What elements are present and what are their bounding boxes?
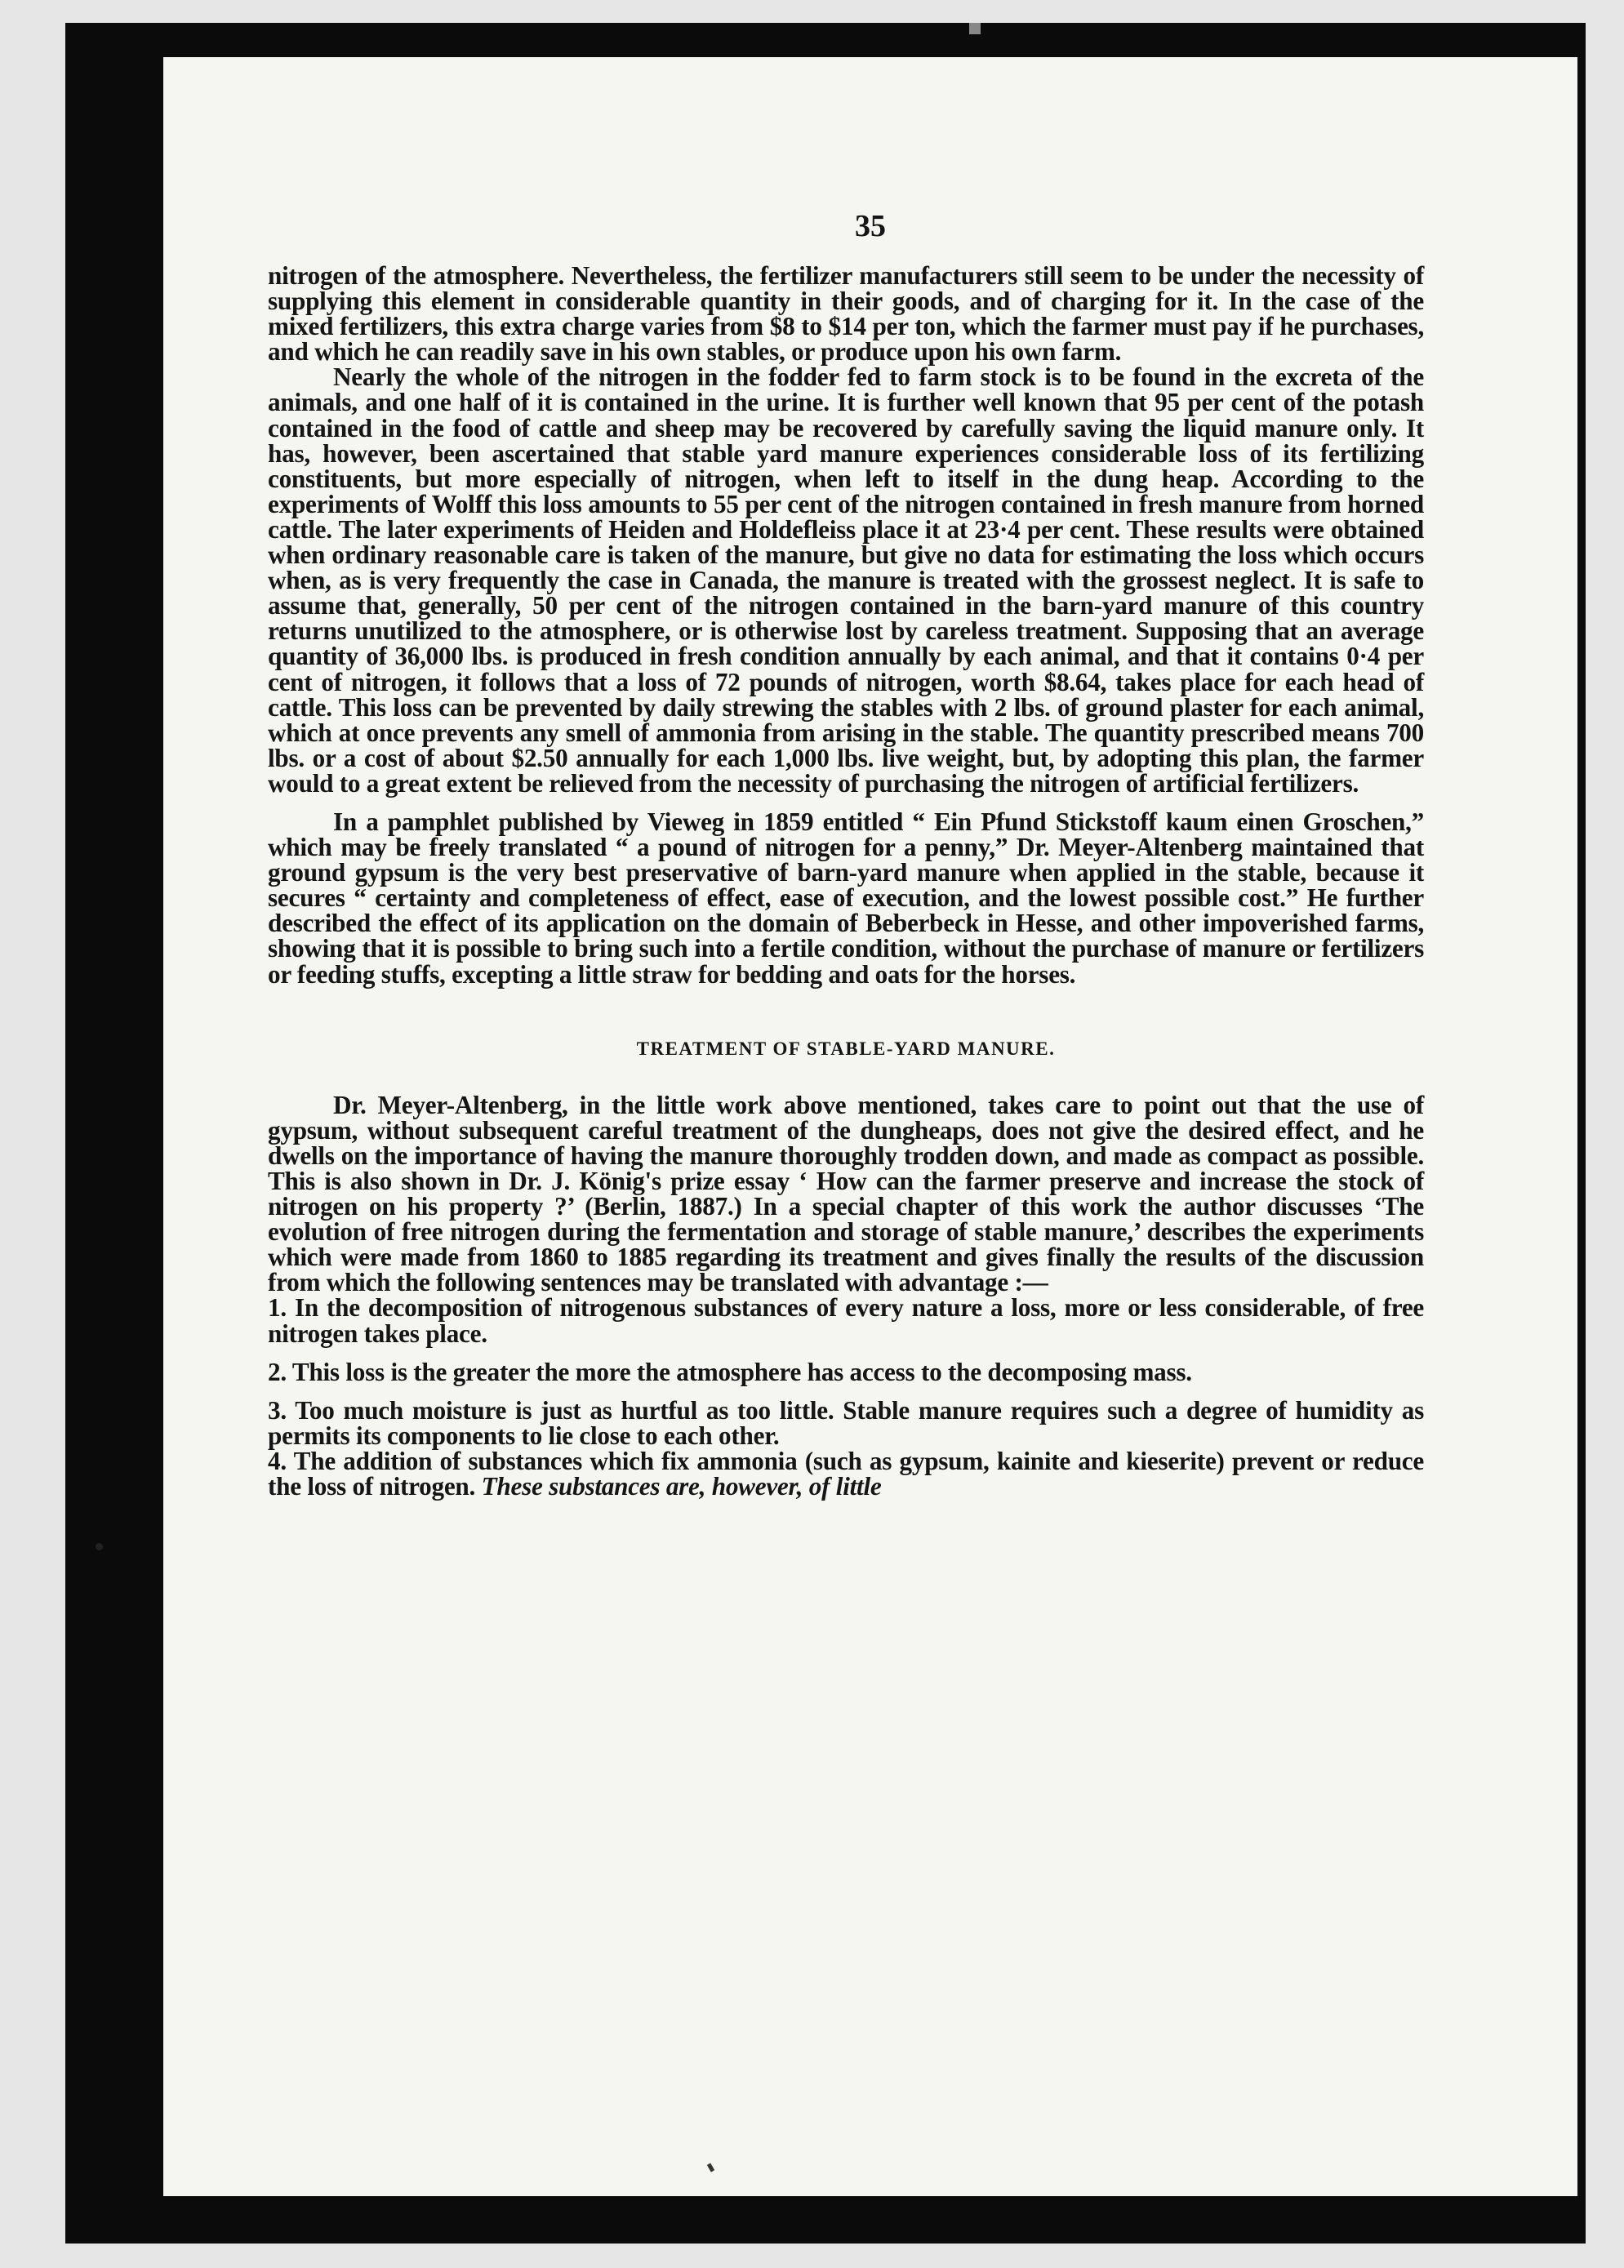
margin-dot: [96, 1543, 103, 1550]
scan-artifact: [707, 2163, 714, 2172]
italic-text: These substances are, however, of little: [481, 1472, 882, 1501]
list-item-text: 4. The addition of substances which fix ammonia (such as gypsum, kainite and kieserite) prevent or reduce the loss of nitrogen.: [268, 1446, 1424, 1501]
paragraph-continued: nitrogen of the atmosphere. Nevertheless, the fertilizer manufacturers still seem to be under the necessity of supplying this element in considerable quantity in their goods, and of charging for it. In the case of the mixed fertilizers, this extra charge varies from $8 to $14 per ton, which the farmer must pay if he purchases, and which he can readily save in his own stables, or produce upon his own farm.: [268, 261, 1424, 367]
page-number: 35: [855, 209, 886, 243]
document-page: [163, 57, 1577, 2196]
paragraph-nitrogen-loss: Nearly the whole of the nitrogen in the fodder fed to farm stock is to be found in the excreta of the animals, and one half of it is contained in the urine. It is further well known that 95 per cent of the potash contained in the food of cattle and sheep may be recovered by carefully saving the liquid manure only. It has, however, been ascertained that stable yard manure experiences considerable loss of its fertilizing constituents, but more especially of nitrogen, when left to itself in the dung heap. According to the experiments of Wolff this loss amounts to 55 per cent of the nitrogen contained in fresh manure from horned cattle. The later experiments of Heiden and Holdefleiss place it at 23·4 per cent. These results were obtained when ordinary reasonable care is taken of the manure, but give no data for estimating the loss which occurs when, as is very frequently the case in Canada, the manure is treated with the grossest neglect. It is safe to assume that, generally, 50 per cent of the nitrogen contained in the barn-yard manure of this country returns unutilized to the atmosphere, or is otherwise lost by careless treatment. Supposing that an average quantity of 36,000 lbs. is produced in fresh condition annually by each animal, and that it contains 0·4 per cent of nitrogen, it follows that a loss of 72 pounds of nitrogen, worth $8.64, takes place for each head of cattle. This loss can be prevented by daily strewing the stables with 2 lbs. of ground plaster for each animal, which at once prevents any smell of ammonia from arising in the stable. The quantity prescribed means 700 lbs. or a cost of about $2.50 annually for each 1,000 lbs. live weight, but, by adopting this plan, the farmer would to a great extent be relieved from the necessity of purchasing the nitrogen of artificial fertilizers.: [268, 362, 1424, 798]
paragraph-treatment: Dr. Meyer-Altenberg, in the little work above mentioned, takes care to point out that the use of gypsum, without subsequent careful treatment of the dungheaps, does not give the desired effect, and he dwells on the importance of having the manure thoroughly trodden down, and made as compact as possible. This is also shown in Dr. J. König's prize essay ‘ How can the farmer preserve and increase the stock of nitrogen on his property ?’ (Berlin, 1887.) In a special chapter of this work the author discusses ‘The evolution of free nitrogen during the fermentation and storage of stable manure,’ describes the experiments which were made from 1860 to 1885 regarding its treatment and gives finally the results of the discussion from which the following sentences may be translated with advantage :—: [268, 1090, 1424, 1297]
list-item: 3. Too much moisture is just as hurtful as too little. Stable manure requires such a degree of humidity as permits its components to lie close to each other.: [268, 1395, 1424, 1450]
list-item: 2. This loss is the greater the more the atmosphere has access to the decomposing mass.: [268, 1357, 1192, 1386]
scan-artifact: [969, 23, 981, 34]
section-heading: TREATMENT OF STABLE-YARD MANURE.: [636, 1038, 1056, 1059]
list-item: 1. In the decomposition of nitrogenous substances of every nature a loss, more or less considerable, of free nitrogen takes place.: [268, 1293, 1424, 1348]
paragraph-pamphlet: In a pamphlet published by Vieweg in 1859 entitled “ Ein Pfund Stickstoff kaum einen Groschen,” which may be freely translated “ a pound of nitrogen for a penny,” Dr. Meyer-Altenberg maintained that ground gypsum is the very best preservative of barn-yard manure when applied in the stable, because it secures “ certainty and completeness of effect, ease of execution, and the lowest possible cost.” He further described the effect of its application on the domain of Beberbeck in Hesse, and other impoverished farms, showing that it is possible to bring such into a fertile condition, without the purchase of manure or fertilizers or feeding stuffs, excepting a little straw for bedding and oats for the horses.: [268, 807, 1424, 989]
body-text: [268, 263, 1424, 1499]
list-item-last: [268, 1448, 1424, 1499]
